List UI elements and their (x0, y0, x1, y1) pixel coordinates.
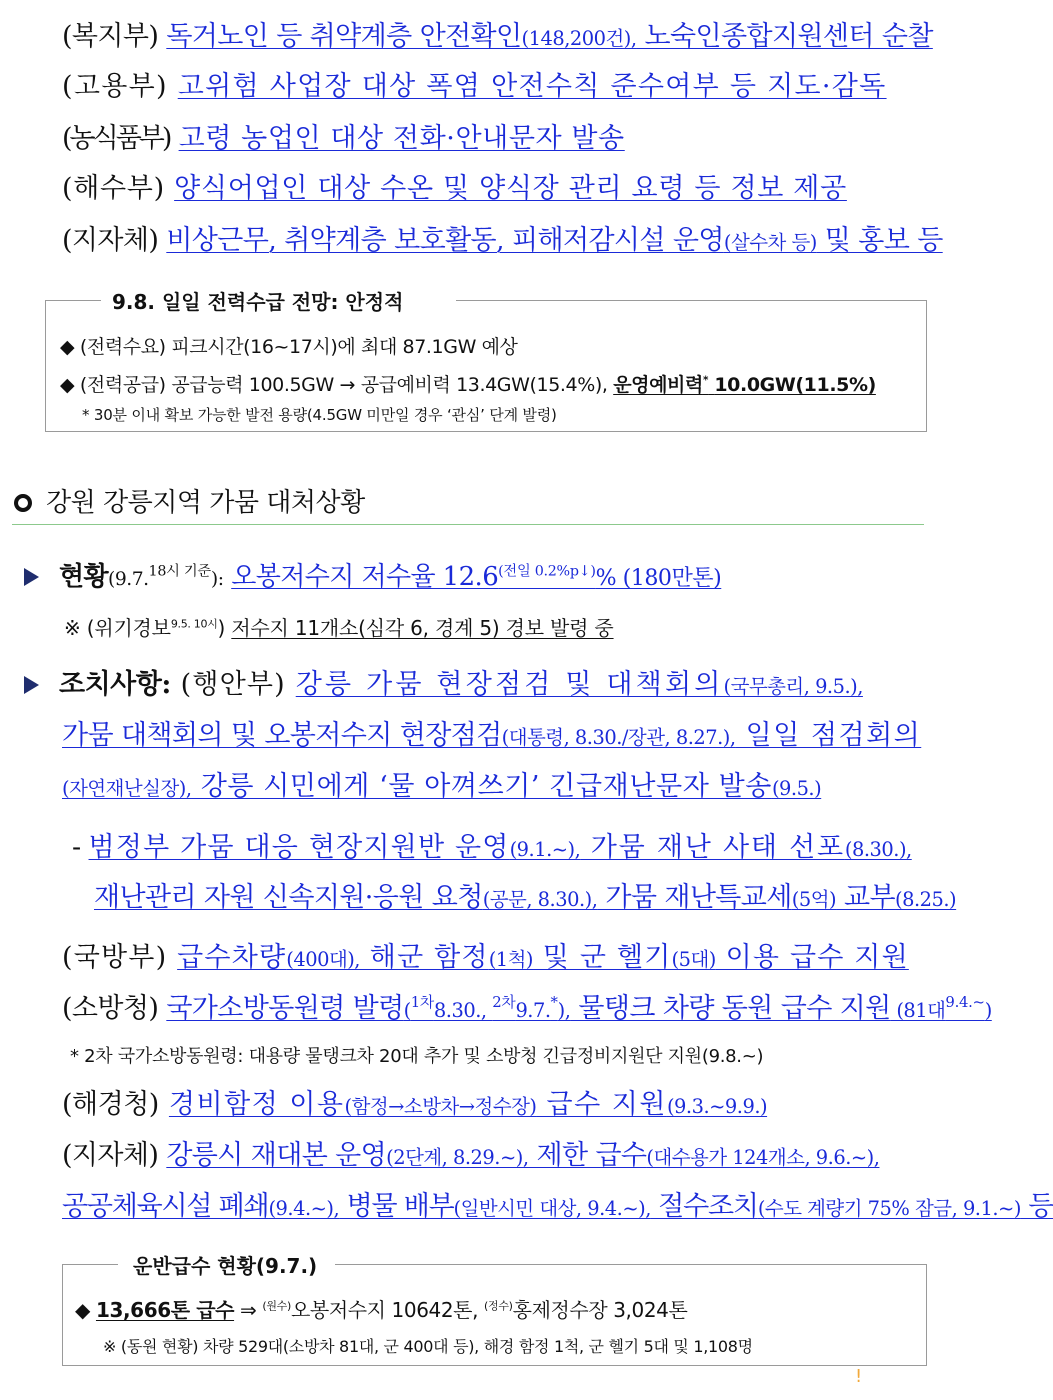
agency-label: (해경청) (62, 1089, 159, 1120)
action-detail: (9.4.~), (268, 1197, 340, 1220)
circle-bullet-icon (14, 494, 32, 512)
power-supply (60, 370, 876, 397)
measure-text: 강릉 시민에게 ‘물 아껴쓰기’ 긴급재난문자 발송 (191, 771, 772, 802)
agency-line-labor (62, 64, 960, 103)
measure-text: 재난관리 자원 신속지원·응원 요청 (94, 882, 483, 913)
agency-action: 고위험 사업장 대상 폭염 안전수칙 준수여부 등 지도·감독 (177, 71, 887, 102)
agency-line-gangneung-2 (62, 1184, 1053, 1223)
measure-item (89, 832, 912, 863)
action-text: 비상근무, 취약계층 보호활동, 피해저감시설 운영 (166, 225, 724, 256)
action-detail: (5대) (671, 948, 716, 971)
measure-item (62, 720, 921, 751)
water-total: 13,666톤 급수 (95, 1298, 235, 1322)
agency-action (166, 21, 933, 52)
water-supply-title: 운반급수 현황(9.7.) (133, 1254, 318, 1278)
measure-text: 교부 (836, 882, 896, 913)
action-text: 병물 배부 (339, 1191, 454, 1222)
water-supply-box (62, 1254, 927, 1366)
measure-detail: (공문, 8.30.), (482, 888, 598, 911)
measures-sub-2 (94, 875, 960, 914)
agency-label: (고용부) (62, 71, 168, 102)
status-date: (9.7. (108, 569, 149, 590)
warning-line (64, 612, 960, 641)
measure-text: 가뭄 재난 사태 선포 (580, 832, 845, 863)
action-detail: 8.30., (433, 999, 493, 1022)
action-detail: (81대 (890, 999, 946, 1022)
action-tail: 노숙인종합지원센터 순찰 (636, 21, 933, 52)
measure-item (296, 669, 863, 700)
agency-label: (지자체) (62, 1140, 159, 1171)
dash-bullet: - (72, 832, 89, 863)
agency-action (166, 993, 991, 1024)
measure-text: 가뭄 대책회의 및 오봉저수지 현장점검 (62, 720, 502, 751)
measure-detail: (8.30.), (844, 838, 912, 861)
action-detail: (대수용가 124개소, 9.6.~), (646, 1146, 880, 1169)
section-divider (12, 524, 924, 525)
action-text: 독거노인 등 취약계층 안전확인 (166, 21, 522, 52)
measure-detail: (8.25.) (895, 888, 957, 911)
agency-action: 고령 농업인 대상 전화·안내문자 발송 (178, 123, 625, 154)
section-heading (14, 482, 365, 519)
action-sup: 9.4.~ (945, 993, 985, 1011)
action-text: 급수 지원 (536, 1089, 667, 1120)
agency-line-defense (62, 935, 960, 974)
power-forecast-title: 9.8. 일일 전력수급 전망: 안정적 (112, 290, 404, 314)
status-label: 현황 (59, 562, 109, 592)
reservoir-text: 오봉저수지 저수율 12.6 (231, 562, 499, 592)
warning-label: ※ (위기경보 (64, 616, 171, 640)
action-text: 경비함정 이용 (168, 1089, 345, 1120)
warning-close: ) (217, 616, 226, 640)
measures-label: 조치사항: (59, 669, 171, 700)
power-forecast-box (45, 290, 927, 432)
action-detail: ) (984, 999, 992, 1022)
agency-action: 양식어업인 대상 수온 및 양식장 관리 요령 등 정보 제공 (174, 173, 847, 204)
measure-text: 가뭄 재난특교세 (597, 882, 792, 913)
action-text: 강릉시 재대본 운영 (166, 1140, 387, 1171)
agency-action (166, 225, 942, 256)
agency-action (166, 1140, 879, 1171)
measure-detail: (9.5.) (771, 777, 822, 800)
measures-sub-1 (72, 825, 960, 864)
fire-footnote: * 2차 국가소방동원령: 대용량 물탱크차 20대 추가 및 소방청 긴급정비지원단 지원(9.8.~) (70, 1046, 764, 1067)
measure-text: 일일 점검회의 (735, 720, 922, 751)
action-detail: ( (403, 999, 411, 1022)
reservoir-level (231, 562, 721, 592)
operating-reserve (613, 374, 876, 396)
reservoir-change: (전일 0.2%p↓) (498, 563, 596, 580)
action-detail: (일반시민 대상, 9.4.~), (453, 1197, 651, 1220)
agency-line-local (62, 218, 960, 257)
action-text: 절수조치 (650, 1191, 758, 1222)
measure-detail: (5억) (791, 888, 837, 911)
measure-detail: (국무총리, 9.5.), (723, 675, 863, 698)
power-footnote: * 30분 이내 확보 가능한 발전 용량(4.5GW 미만일 경우 ‘관심’ 단계 발령) (82, 406, 557, 424)
measures-line-1 (24, 662, 960, 701)
water-supply-total (75, 1294, 687, 1323)
measure-text: 강릉 가뭄 현장점검 및 대책회의 (295, 669, 724, 700)
action-detail: (2단계, 8.29.~), (386, 1146, 529, 1169)
footnote-mark: * (702, 374, 709, 387)
action-text: 물탱크 차량 동원 급수 지원 (570, 993, 891, 1024)
measure-item (94, 882, 956, 913)
agency-label: (복지부) (62, 21, 159, 52)
triangle-bullet-icon (24, 676, 39, 694)
agency-line-agriculture (62, 116, 960, 155)
warning-date: 9.5. 10시 (170, 617, 218, 631)
reservoir-volume: % (180만톤) (595, 565, 722, 591)
measure-detail: (9.1.~), (509, 838, 581, 861)
status-date-sup: 18시 기준 (148, 563, 211, 580)
action-sup: 1차 (410, 993, 434, 1011)
mobilization-note: ※ (동원 현황) 차량 529대(소방차 81대, 군 400대 등), 해경 함정 1척, 군 헬기 5대 및 1,108명 (103, 1337, 753, 1356)
action-detail: (148,200건), (521, 27, 637, 50)
source-type-raw: (원수) (262, 1299, 291, 1313)
agency-line-coastguard (62, 1082, 960, 1121)
measures-line-2 (62, 713, 960, 752)
action-sup: 2차 (492, 993, 516, 1011)
supply-text: ◆ (전력공급) 공급능력 100.5GW → 공급예비력 13.4GW(15.4%), (60, 374, 608, 396)
action-text: 및 군 헬기 (533, 942, 672, 973)
action-detail: (수도 계량기 75% 잠금, 9.1.~) (757, 1197, 1021, 1220)
action-text: 공공체육시설 폐쇄 (62, 1191, 269, 1222)
agency-label: (지자체) (62, 225, 159, 256)
agency-line-gangneung (62, 1133, 960, 1172)
agency-line-oceans (62, 166, 960, 205)
power-demand: ◆ (전력수요) 피크시간(16~17시)에 최대 87.1GW 예상 (60, 336, 518, 358)
action-text: 등 (1020, 1191, 1053, 1222)
page-mark: ! (855, 1366, 863, 1387)
action-detail: 9.7. (515, 999, 551, 1022)
action-text: 해군 함정 (360, 942, 489, 973)
action-tail: 및 홍보 등 (816, 225, 943, 256)
action-text: 이용 급수 지원 (715, 942, 909, 973)
operating-reserve-label: 운영예비력 (613, 374, 703, 396)
action-detail: (9.3.~9.9.) (666, 1095, 768, 1118)
agency-label: (농식품부) (62, 123, 170, 154)
action-detail: (400대), (286, 948, 360, 971)
source-plant: 홍제정수장 3,024톤 (512, 1298, 688, 1322)
agency-line-welfare (62, 14, 960, 53)
diamond-bullet: ◆ (75, 1298, 96, 1322)
source-reservoir: 오봉저수지 10642톤, (291, 1298, 479, 1322)
action-detail: (함정→소방차→정수장) (344, 1095, 537, 1118)
arrow-icon: ⇒ (240, 1298, 257, 1322)
agency-action (62, 1191, 1053, 1222)
status-line (24, 556, 960, 593)
agency-action (169, 1089, 767, 1120)
action-sup: * (550, 993, 558, 1011)
measure-item (62, 771, 821, 802)
operating-reserve-value: 10.0GW(11.5%) (714, 374, 876, 396)
section-title: 강원 강릉지역 가뭄 대처상황 (46, 488, 365, 518)
status-date-close: ): (210, 569, 224, 590)
measure-detail: (자연재난실장), (62, 777, 192, 800)
agency-label: (해수부) (62, 173, 165, 204)
measures-line-3 (62, 764, 960, 803)
warning-text: 저수지 11개소(심각 6, 경계 5) 경보 발령 중 (231, 616, 614, 640)
triangle-bullet-icon (24, 568, 39, 586)
agency-line-fire (62, 986, 992, 1025)
agency-label: (행안부) (180, 669, 286, 700)
action-text: 국가소방동원령 발령 (166, 993, 404, 1024)
agency-label: (국방부) (62, 942, 168, 973)
action-detail: ), (557, 999, 571, 1022)
action-text: 제한 급수 (528, 1140, 647, 1171)
action-detail: (1척) (488, 948, 534, 971)
measure-detail: (대통령, 8.30./장관, 8.27.), (501, 726, 736, 749)
action-text: 급수차량 (177, 942, 287, 973)
source-type-treated: (정수) (484, 1299, 513, 1313)
measure-text: 범정부 가뭄 대응 현장지원반 운영 (88, 832, 510, 863)
agency-label: (소방청) (62, 993, 159, 1024)
agency-action (177, 942, 909, 973)
action-detail: (살수차 등) (723, 231, 817, 254)
